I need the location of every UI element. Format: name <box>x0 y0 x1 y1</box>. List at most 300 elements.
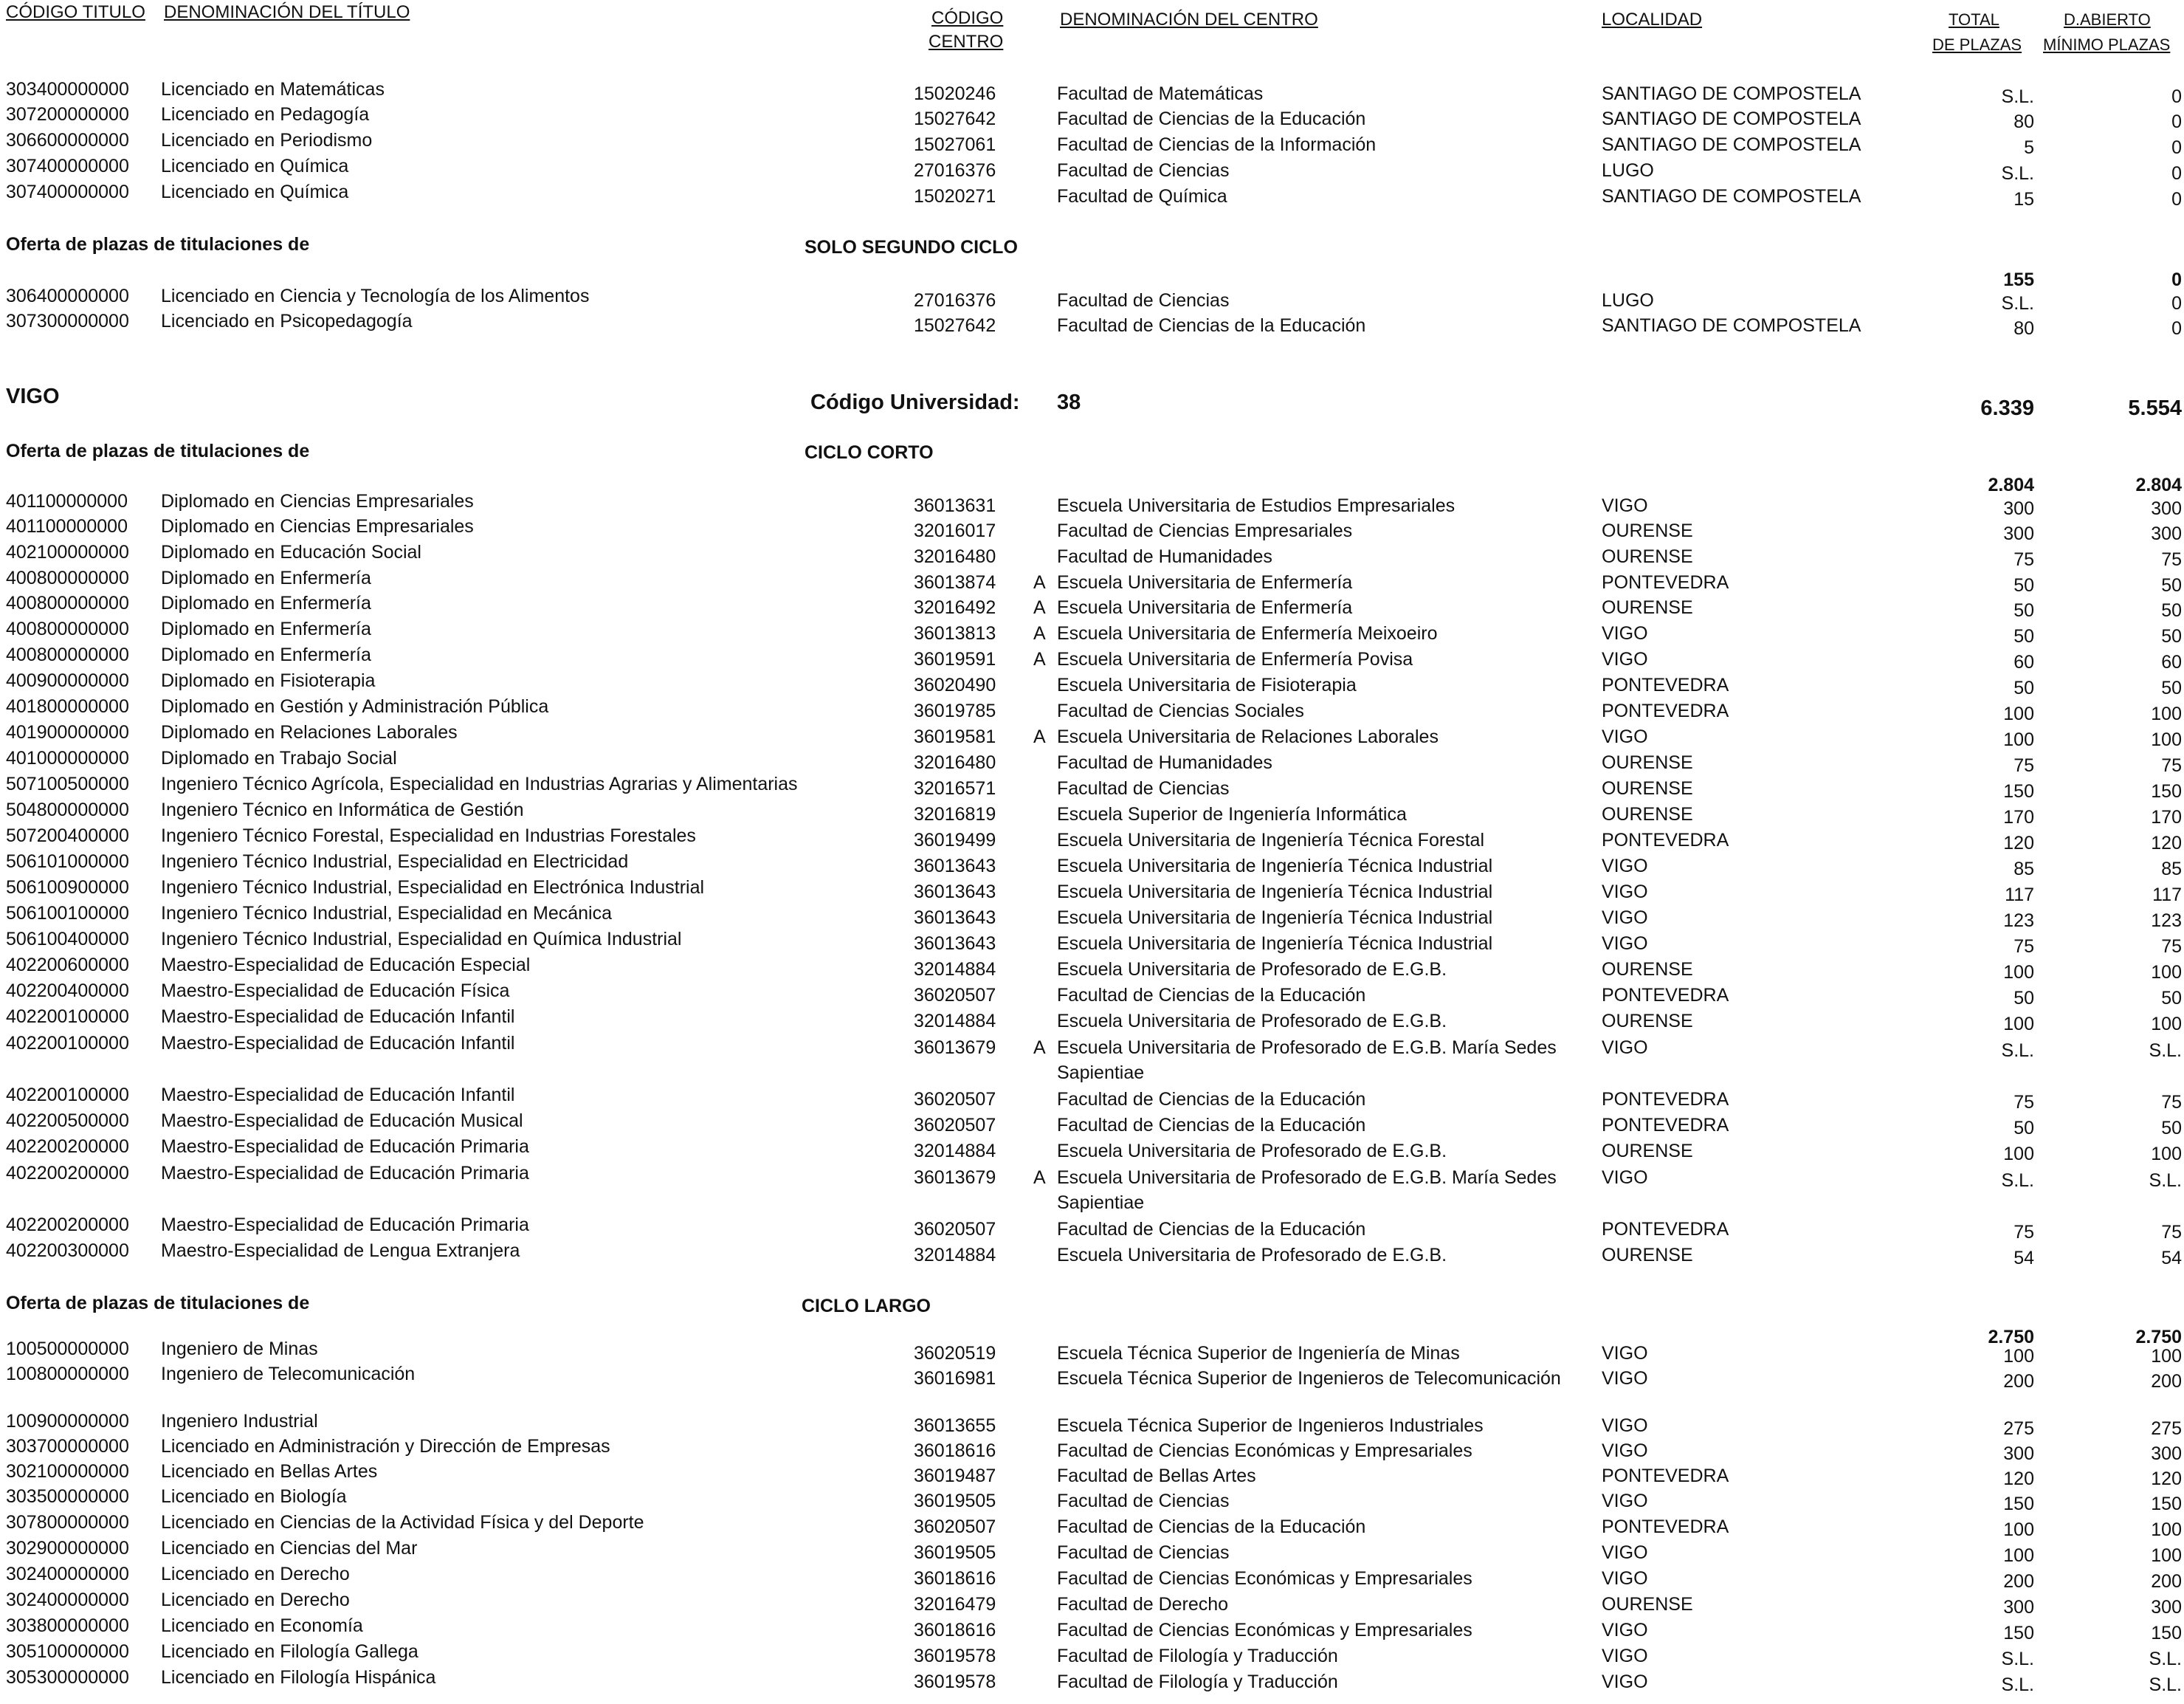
section-label-ciclo-corto: Oferta de plazas de titulaciones de <box>6 441 310 461</box>
row-total: 120 <box>2003 1468 2034 1489</box>
row-locality: PONTEVEDRA <box>1602 1089 1729 1110</box>
row-code: 306400000000 <box>6 286 129 306</box>
row-locality: VIGO <box>1602 1167 1648 1188</box>
row-locality: PONTEVEDRA <box>1602 1115 1729 1136</box>
row-center: Facultad de Ciencias Económicas y Empresariales <box>1057 1568 1472 1589</box>
row-locality: VIGO <box>1602 1368 1648 1389</box>
row-title: Maestro-Especialidad de Educación Infantil <box>161 1085 515 1105</box>
row-locality: VIGO <box>1602 1491 1648 1511</box>
row-locality: PONTEVEDRA <box>1602 985 1729 1006</box>
row-locality: VIGO <box>1602 1415 1648 1436</box>
row-code: 401800000000 <box>6 696 129 717</box>
row-min: 100 <box>2151 1519 2182 1540</box>
row-total: 50 <box>2014 600 2034 621</box>
row-total: 300 <box>2003 1597 2034 1618</box>
row-title: Licenciado en Derecho <box>161 1564 350 1584</box>
row-code: 303800000000 <box>6 1615 129 1636</box>
row-title: Licenciado en Psicopedagogía <box>161 311 413 331</box>
row-locality: VIGO <box>1602 1646 1648 1666</box>
header-codigo-centro-line2: CENTRO <box>929 32 1004 52</box>
row-center-code: 32014884 <box>914 1011 996 1031</box>
row-total: 75 <box>2014 936 2034 957</box>
row-locality: VIGO <box>1602 933 1648 954</box>
row-total: S.L. <box>2001 1674 2034 1695</box>
row-code: 307400000000 <box>6 182 129 202</box>
row-code: 307200000000 <box>6 104 129 125</box>
row-code: 307800000000 <box>6 1512 129 1533</box>
row-center-code: 36016981 <box>914 1368 996 1389</box>
header-codigo-centro-line1: CÓDIGO <box>931 8 1004 28</box>
university-code: 38 <box>1057 391 1081 414</box>
row-locality: OURENSE <box>1602 521 1693 541</box>
row-min: 100 <box>2151 1545 2182 1566</box>
section-name-ciclo-corto: CICLO CORTO <box>805 442 934 463</box>
section-total-ciclo-corto: 2.804 <box>1988 475 2034 495</box>
row-center: Facultad de Humanidades <box>1057 752 1272 773</box>
row-code: 303500000000 <box>6 1486 129 1507</box>
row-title: Licenciado en Ciencias de la Actividad Física y del Deporte <box>161 1512 644 1533</box>
row-locality: OURENSE <box>1602 804 1693 825</box>
row-title: Diplomado en Educación Social <box>161 542 421 563</box>
row-center: Escuela Universitaria de Profesorado de E.G.B. María Sedes <box>1057 1167 1557 1188</box>
row-locality: OURENSE <box>1602 1141 1693 1161</box>
row-code: 506100400000 <box>6 929 129 949</box>
row-center-code: 36013679 <box>914 1037 996 1058</box>
row-min: 100 <box>2151 1014 2182 1034</box>
row-code: 402200100000 <box>6 1006 129 1027</box>
row-flag: A <box>1033 649 1046 670</box>
row-flag: A <box>1033 572 1046 593</box>
row-min: 50 <box>2161 678 2182 698</box>
university-min: 5.554 <box>2128 396 2182 420</box>
row-title: Licenciado en Bellas Artes <box>161 1461 378 1482</box>
row-center: Escuela Universitaria de Enfermería Povisa <box>1057 649 1413 670</box>
row-total: 50 <box>2014 575 2034 596</box>
row-min: 75 <box>2161 936 2182 957</box>
row-min: S.L. <box>2149 1170 2182 1191</box>
row-center-code: 32016479 <box>914 1594 996 1615</box>
row-title: Diplomado en Ciencias Empresariales <box>161 516 474 537</box>
row-center: Escuela Universitaria de Ingeniería Técnica Industrial <box>1057 933 1493 954</box>
row-locality: VIGO <box>1602 1568 1648 1589</box>
row-code: 305300000000 <box>6 1667 129 1688</box>
row-title: Licenciado en Economía <box>161 1615 363 1636</box>
row-total: 150 <box>2003 781 2034 802</box>
row-total: 85 <box>2014 859 2034 879</box>
row-center: Facultad de Ciencias <box>1057 1542 1230 1563</box>
section-label-ciclo-largo: Oferta de plazas de titulaciones de <box>6 1293 310 1313</box>
section-label-segundo-ciclo: Oferta de plazas de titulaciones de <box>6 234 310 255</box>
row-total: 100 <box>2003 704 2034 724</box>
row-center: Facultad de Ciencias Sociales <box>1057 701 1304 721</box>
row-locality: OURENSE <box>1602 752 1693 773</box>
row-code: 402100000000 <box>6 542 129 563</box>
row-code: 504800000000 <box>6 800 129 820</box>
row-code: 302400000000 <box>6 1590 129 1610</box>
row-center: Facultad de Ciencias Empresariales <box>1057 521 1353 541</box>
row-total: 75 <box>2014 1222 2034 1243</box>
row-center: Escuela Universitaria de Enfermería <box>1057 572 1353 593</box>
row-min: 0 <box>2171 163 2182 184</box>
row-code: 402200600000 <box>6 955 129 975</box>
row-min: 123 <box>2151 910 2182 931</box>
row-total: S.L. <box>2001 1170 2034 1191</box>
row-center: Escuela Superior de Ingeniería Informática <box>1057 804 1407 825</box>
row-total: 100 <box>2003 1545 2034 1566</box>
row-title: Licenciado en Química <box>161 156 349 176</box>
row-total: 50 <box>2014 988 2034 1009</box>
row-min: 100 <box>2151 1346 2182 1367</box>
row-center: Escuela Universitaria de Profesorado de E.G.B. <box>1057 1141 1447 1161</box>
row-center-code: 36013643 <box>914 882 996 902</box>
row-center: Facultad de Ciencias Económicas y Empresariales <box>1057 1440 1472 1461</box>
row-center-code: 36020507 <box>914 1516 996 1537</box>
row-center-code: 32016571 <box>914 778 996 799</box>
row-flag: A <box>1033 1167 1046 1188</box>
row-locality: PONTEVEDRA <box>1602 572 1729 593</box>
row-code: 401100000000 <box>6 491 128 512</box>
row-min: 300 <box>2151 498 2182 519</box>
row-title: Ingeniero Técnico Industrial, Especialidad en Química Industrial <box>161 929 682 949</box>
row-total: 75 <box>2014 1092 2034 1113</box>
row-locality: VIGO <box>1602 1343 1648 1364</box>
row-center: Facultad de Ciencias de la Educación <box>1057 1219 1366 1240</box>
row-center-code: 36020519 <box>914 1343 996 1364</box>
row-total: 5 <box>2024 137 2034 158</box>
section-total-segundo-ciclo: 155 <box>2003 269 2034 290</box>
row-code: 303400000000 <box>6 79 129 100</box>
row-center-code: 36013643 <box>914 856 996 876</box>
row-title: Licenciado en Matemáticas <box>161 79 385 100</box>
row-center-code: 36019785 <box>914 701 996 721</box>
row-code: 307300000000 <box>6 311 129 331</box>
row-min: S.L. <box>2149 1674 2182 1695</box>
row-total: 75 <box>2014 549 2034 570</box>
row-center-code: 36013643 <box>914 933 996 954</box>
row-total: 100 <box>2003 1144 2034 1164</box>
row-title: Maestro-Especialidad de Educación Primaria <box>161 1163 529 1183</box>
row-title: Ingeniero Técnico Agrícola, Especialidad en Industrias Agrarias y Alimentarias <box>161 774 798 794</box>
row-flag: A <box>1033 623 1046 644</box>
row-center: Facultad de Bellas Artes <box>1057 1466 1256 1486</box>
row-center-code: 32014884 <box>914 1141 996 1161</box>
row-center: Facultad de Filología y Traducción <box>1057 1672 1338 1692</box>
row-center-code: 15027642 <box>914 315 996 336</box>
row-min: 54 <box>2161 1248 2182 1268</box>
row-code: 302400000000 <box>6 1564 129 1584</box>
row-title: Maestro-Especialidad de Educación Musical <box>161 1110 523 1131</box>
row-min: 50 <box>2161 600 2182 621</box>
row-min: 100 <box>2151 704 2182 724</box>
row-locality: SANTIAGO DE COMPOSTELA <box>1602 186 1861 207</box>
row-center-code: 36019499 <box>914 830 996 851</box>
row-center: Escuela Universitaria de Ingeniería Técnica Industrial <box>1057 907 1493 928</box>
row-locality: VIGO <box>1602 495 1648 516</box>
row-title: Maestro-Especialidad de Educación Primaria <box>161 1136 529 1157</box>
row-locality: SANTIAGO DE COMPOSTELA <box>1602 315 1861 336</box>
row-center: Facultad de Ciencias de la Educación <box>1057 1115 1366 1136</box>
row-locality: VIGO <box>1602 1620 1648 1641</box>
row-title: Diplomado en Enfermería <box>161 645 371 665</box>
row-code: 402200500000 <box>6 1110 129 1131</box>
row-total: 50 <box>2014 626 2034 647</box>
row-center: Escuela Universitaria de Estudios Empresariales <box>1057 495 1456 516</box>
row-min: 85 <box>2161 859 2182 879</box>
row-total: 275 <box>2003 1418 2034 1439</box>
row-min: 75 <box>2161 1092 2182 1113</box>
row-center: Facultad de Química <box>1057 186 1227 207</box>
row-min: 120 <box>2151 833 2182 853</box>
row-center-code: 36013643 <box>914 907 996 928</box>
row-center-code: 32016480 <box>914 546 996 567</box>
row-title: Diplomado en Enfermería <box>161 593 371 614</box>
row-locality: PONTEVEDRA <box>1602 830 1729 851</box>
row-title: Maestro-Especialidad de Educación Primaria <box>161 1215 529 1235</box>
row-title: Licenciado en Derecho <box>161 1590 350 1610</box>
row-min: 50 <box>2161 988 2182 1009</box>
row-flag: A <box>1033 1037 1046 1058</box>
row-min: 0 <box>2171 293 2182 314</box>
row-title: Ingeniero Industrial <box>161 1411 318 1432</box>
section-total-ciclo-largo: 2.750 <box>1988 1327 2034 1347</box>
row-code: 507200400000 <box>6 825 129 846</box>
row-total: 50 <box>2014 1118 2034 1138</box>
row-total: 200 <box>2003 1571 2034 1592</box>
row-center-code: 15020271 <box>914 186 996 207</box>
row-center: Facultad de Matemáticas <box>1057 83 1264 104</box>
university-name: VIGO <box>6 385 60 408</box>
row-min: 50 <box>2161 1118 2182 1138</box>
row-center: Facultad de Ciencias de la Educación <box>1057 109 1366 129</box>
row-center-code: 15027642 <box>914 109 996 129</box>
row-center-code: 36019578 <box>914 1672 996 1692</box>
row-title: Diplomado en Relaciones Laborales <box>161 722 458 743</box>
row-center: Facultad de Ciencias de la Información <box>1057 134 1377 155</box>
row-total: S.L. <box>2001 86 2034 107</box>
row-code: 402200100000 <box>6 1085 129 1105</box>
row-center-code: 15020246 <box>914 83 996 104</box>
row-center-code: 36019487 <box>914 1466 996 1486</box>
row-code: 303700000000 <box>6 1436 129 1457</box>
row-total: S.L. <box>2001 293 2034 314</box>
row-total: 117 <box>2005 884 2034 905</box>
row-code: 402200400000 <box>6 980 129 1001</box>
row-locality: VIGO <box>1602 649 1648 670</box>
row-center-code: 36019505 <box>914 1491 996 1511</box>
row-center: Escuela Técnica Superior de Ingeniería de Minas <box>1057 1343 1460 1364</box>
row-center-code: 36019505 <box>914 1542 996 1563</box>
row-center: Facultad de Ciencias de la Educación <box>1057 1089 1366 1110</box>
row-center-code: 36013679 <box>914 1167 996 1188</box>
row-code: 506100100000 <box>6 903 129 924</box>
row-center: Escuela Universitaria de Ingeniería Técnica Industrial <box>1057 856 1493 876</box>
row-title: Diplomado en Fisioterapia <box>161 670 376 691</box>
row-center-code: 15027061 <box>914 134 996 155</box>
row-total: 123 <box>2003 910 2034 931</box>
row-min: 0 <box>2171 86 2182 107</box>
row-center-code: 32016819 <box>914 804 996 825</box>
row-center-code: 36020490 <box>914 675 996 695</box>
row-total: 100 <box>2003 1346 2034 1367</box>
row-min: 0 <box>2171 137 2182 158</box>
row-code: 402200100000 <box>6 1033 129 1054</box>
row-title: Ingeniero Técnico Industrial, Especialidad en Electricidad <box>161 851 629 872</box>
row-total: 300 <box>2003 523 2034 544</box>
row-center-code: 32016017 <box>914 521 996 541</box>
row-min: 275 <box>2151 1418 2182 1439</box>
header-total-line1: TOTAL <box>1949 10 1999 29</box>
row-center: Escuela Universitaria de Profesorado de E.G.B. <box>1057 959 1447 980</box>
row-code: 401900000000 <box>6 722 129 743</box>
row-code: 507100500000 <box>6 774 129 794</box>
row-min: 0 <box>2171 318 2182 339</box>
row-center: Facultad de Ciencias <box>1057 1491 1230 1511</box>
row-title: Ingeniero Técnico Industrial, Especialidad en Mecánica <box>161 903 613 924</box>
row-title: Licenciado en Filología Gallega <box>161 1641 418 1662</box>
row-center: Escuela Universitaria de Profesorado de E.G.B. <box>1057 1011 1447 1031</box>
header-codigo-titulo: CÓDIGO TITULO <box>6 2 145 22</box>
row-center-code: 36019591 <box>914 649 996 670</box>
row-locality: PONTEVEDRA <box>1602 1466 1729 1486</box>
row-title: Maestro-Especialidad de Educación Infantil <box>161 1006 515 1027</box>
row-flag: A <box>1033 726 1046 747</box>
row-locality: VIGO <box>1602 882 1648 902</box>
row-code: 402200300000 <box>6 1240 129 1261</box>
row-title: Licenciado en Química <box>161 182 349 202</box>
row-min: 0 <box>2171 189 2182 210</box>
row-center-code: 27016376 <box>914 290 996 311</box>
header-localidad: LOCALIDAD <box>1602 10 1703 30</box>
section-name-segundo-ciclo: SOLO SEGUNDO CICLO <box>805 237 1018 258</box>
row-code: 402200200000 <box>6 1136 129 1157</box>
row-total: 100 <box>2003 1519 2034 1540</box>
header-total-line2: DE PLAZAS <box>1932 35 2022 54</box>
row-center: Escuela Universitaria de Relaciones Laborales <box>1057 726 1439 747</box>
row-title: Ingeniero Técnico Forestal, Especialidad en Industrias Forestales <box>161 825 696 846</box>
row-code: 400900000000 <box>6 670 129 691</box>
row-center-code: 36018616 <box>914 1620 996 1641</box>
header-abierto-line2: MÍNIMO PLAZAS <box>2043 35 2171 54</box>
header-denominacion-titulo: DENOMINACIÓN DEL TÍTULO <box>164 2 410 22</box>
row-center: Facultad de Ciencias <box>1057 778 1230 799</box>
row-min: 75 <box>2161 1222 2182 1243</box>
row-min: 117 <box>2152 884 2182 905</box>
row-locality: PONTEVEDRA <box>1602 1219 1729 1240</box>
row-min: 120 <box>2151 1468 2182 1489</box>
row-center: Escuela Universitaria de Enfermería Meixoeiro <box>1057 623 1438 644</box>
row-total: 170 <box>2003 807 2034 828</box>
row-flag: A <box>1033 597 1046 618</box>
row-locality: OURENSE <box>1602 1011 1693 1031</box>
row-code: 302900000000 <box>6 1538 129 1559</box>
row-locality: PONTEVEDRA <box>1602 701 1729 721</box>
row-min: 150 <box>2151 1623 2182 1643</box>
row-min: 100 <box>2151 729 2182 750</box>
row-center: Facultad de Ciencias <box>1057 290 1230 311</box>
row-center-code: 36019581 <box>914 726 996 747</box>
row-locality: LUGO <box>1602 160 1654 181</box>
row-locality: PONTEVEDRA <box>1602 1516 1729 1537</box>
row-locality: SANTIAGO DE COMPOSTELA <box>1602 83 1861 104</box>
row-center-code: 32016480 <box>914 752 996 773</box>
section-name-ciclo-largo: CICLO LARGO <box>802 1296 931 1316</box>
row-center: Escuela Técnica Superior de Ingenieros de Telecomunicación <box>1057 1368 1561 1389</box>
row-title: Maestro-Especialidad de Educación Infantil <box>161 1033 515 1054</box>
row-locality: OURENSE <box>1602 1594 1693 1615</box>
section-min-segundo-ciclo: 0 <box>2171 269 2182 290</box>
row-center-code: 36013655 <box>914 1415 996 1436</box>
row-center-code: 36019578 <box>914 1646 996 1666</box>
row-center: Facultad de Ciencias Económicas y Empresariales <box>1057 1620 1472 1641</box>
row-center-code: 36013874 <box>914 572 996 593</box>
row-total: 75 <box>2014 755 2034 776</box>
row-center-code: 32014884 <box>914 1245 996 1265</box>
row-code: 400800000000 <box>6 645 129 665</box>
row-min: 300 <box>2151 1597 2182 1618</box>
row-title: Maestro-Especialidad de Educación Especial <box>161 955 531 975</box>
row-total: 120 <box>2003 833 2034 853</box>
row-title: Ingeniero Técnico Industrial, Especialidad en Electrónica Industrial <box>161 877 705 898</box>
row-center: Escuela Universitaria de Ingeniería Técnica Industrial <box>1057 882 1493 902</box>
row-total: 100 <box>2003 729 2034 750</box>
row-center: Escuela Universitaria de Enfermería <box>1057 597 1353 618</box>
row-min: 50 <box>2161 626 2182 647</box>
row-code: 100500000000 <box>6 1339 129 1359</box>
row-locality: OURENSE <box>1602 597 1693 618</box>
row-code: 305100000000 <box>6 1641 129 1662</box>
row-center: Facultad de Ciencias de la Educación <box>1057 985 1366 1006</box>
row-total: 100 <box>2003 1014 2034 1034</box>
row-total: 100 <box>2003 962 2034 983</box>
row-total: 150 <box>2003 1623 2034 1643</box>
row-total: 300 <box>2003 498 2034 519</box>
row-center-code: 36013631 <box>914 495 996 516</box>
row-center-code: 27016376 <box>914 160 996 181</box>
row-total: S.L. <box>2001 1649 2034 1669</box>
row-center-continuation: Sapientiae <box>1057 1192 1145 1213</box>
row-title: Licenciado en Ciencias del Mar <box>161 1538 418 1559</box>
row-title: Licenciado en Pedagogía <box>161 104 370 125</box>
row-locality: LUGO <box>1602 290 1654 311</box>
row-min: 0 <box>2171 111 2182 132</box>
header-abierto-line1: D.ABIERTO <box>2064 10 2151 29</box>
row-center: Escuela Universitaria de Profesorado de E.G.B. <box>1057 1245 1447 1265</box>
row-code: 506101000000 <box>6 851 129 872</box>
row-code: 306600000000 <box>6 130 129 151</box>
row-total: 150 <box>2003 1494 2034 1514</box>
row-title: Licenciado en Administración y Dirección de Empresas <box>161 1436 610 1457</box>
row-center: Facultad de Ciencias <box>1057 160 1230 181</box>
row-title: Maestro-Especialidad de Educación Física <box>161 980 510 1001</box>
row-code: 400800000000 <box>6 619 129 639</box>
row-code: 402200200000 <box>6 1215 129 1235</box>
row-center: Facultad de Ciencias de la Educación <box>1057 315 1366 336</box>
row-title: Diplomado en Gestión y Administración Pública <box>161 696 549 717</box>
row-total: 60 <box>2014 652 2034 673</box>
row-locality: VIGO <box>1602 726 1648 747</box>
row-code: 100900000000 <box>6 1411 129 1432</box>
row-title: Licenciado en Periodismo <box>161 130 373 151</box>
row-center: Escuela Universitaria de Profesorado de E.G.B. María Sedes <box>1057 1037 1557 1058</box>
row-title: Diplomado en Trabajo Social <box>161 748 397 769</box>
row-code: 307400000000 <box>6 156 129 176</box>
row-min: 150 <box>2151 1494 2182 1514</box>
row-locality: VIGO <box>1602 1440 1648 1461</box>
row-center: Escuela Técnica Superior de Ingenieros Industriales <box>1057 1415 1484 1436</box>
row-title: Diplomado en Ciencias Empresariales <box>161 491 474 512</box>
row-title: Diplomado en Enfermería <box>161 619 371 639</box>
row-center-code: 32014884 <box>914 959 996 980</box>
